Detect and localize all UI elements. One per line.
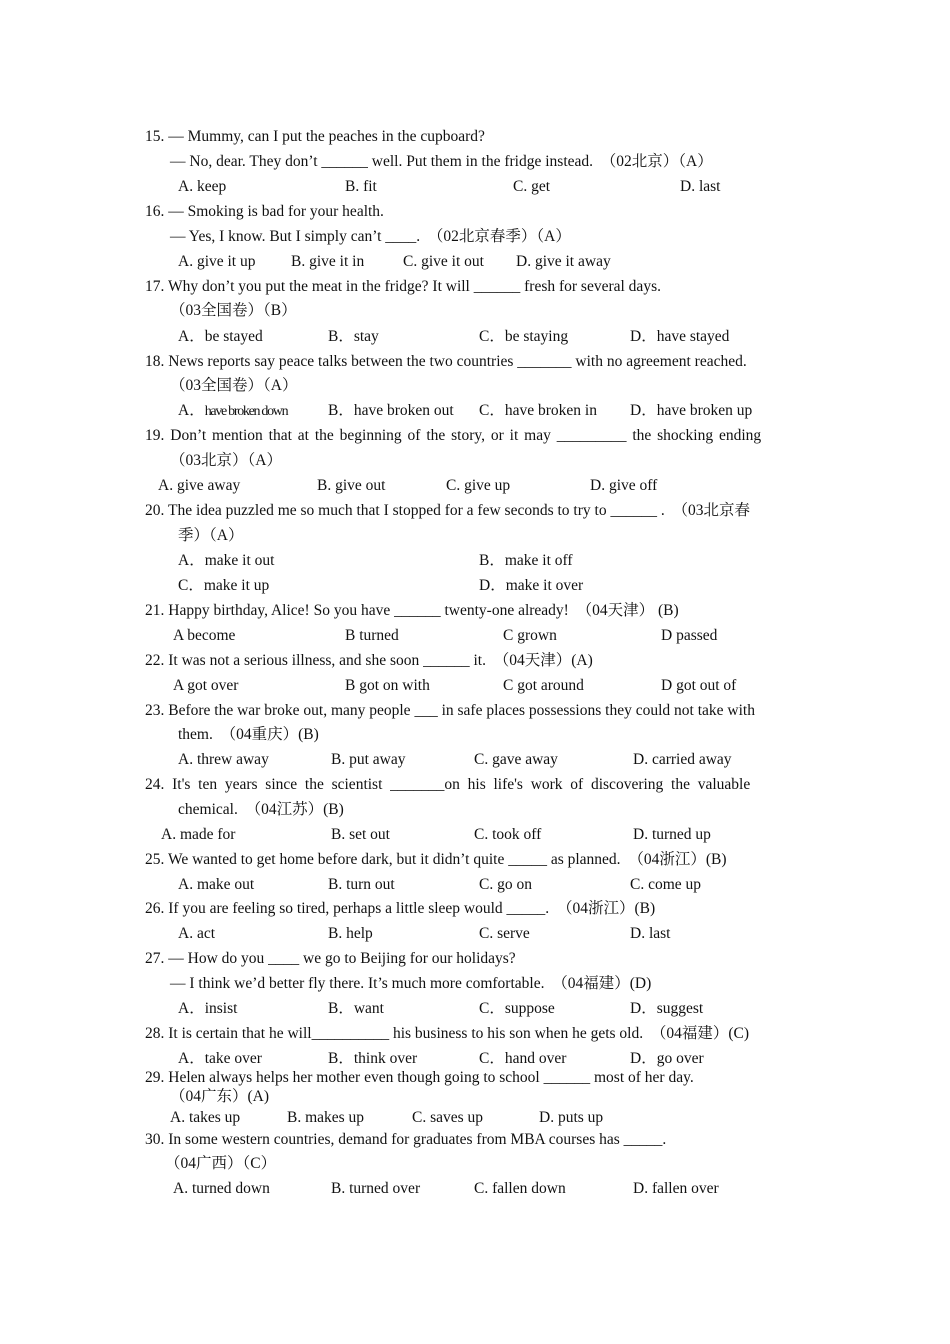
question-20-source-a: （03北京春 [672,502,750,519]
question-27-option-d: D．suggest [630,1000,704,1017]
question-30-stem: 30. In some western countries, demand for graduates from MBA courses has _____. [145,1131,667,1148]
question-28-stem-line [145,1021,749,1046]
question-20-stem: 20. The idea puzzled me so much that I stopped for a few seconds to try to ______ . [145,502,665,519]
question-18-option-a-letter: A． [178,402,205,419]
question-27-option-c: C．suppose [479,1000,555,1017]
question-24-option-d: D. turned up [633,826,711,843]
question-21-option-c: C grown [503,627,557,644]
question-18-option-c: C．have broken in [479,402,597,419]
question-20-option-c: C．make it up [178,577,270,594]
question-29-stem: 29. Helen always helps her mother even though going to school ______ most of her day. [145,1069,694,1086]
question-17-option-a: A．be stayed [178,328,263,345]
question-20-option-d: D．make it over [479,577,584,594]
question-18-source: （03全国卷）（A） [170,377,298,394]
question-24-option-c: C. took off [474,826,542,843]
question-18-option-a-text: have broken down [204,404,288,419]
question-22-source: （04天津）(A) [493,652,593,669]
question-22-stem-line [145,648,593,673]
question-16-option-c: C. give it out [403,253,484,270]
question-24-stem2: chemical. [178,801,238,818]
question-28-option-b: B．think over [328,1050,418,1067]
question-22-option-c: C got around [503,677,584,694]
question-30-option-a: A. turned down [173,1180,270,1197]
question-27-stem2: — I think we’d better fly there. It’s much more comfortable. [170,975,545,992]
question-18-option-d: D．have broken up [630,402,753,419]
question-18-stem-line [145,349,806,374]
question-20-source-b: 季）（A） [178,527,244,544]
question-28-option-a: A．take over [178,1050,262,1067]
question-19-option-c: C. give up [446,477,511,494]
question-26-option-c: C. serve [479,925,530,942]
question-22-option-d: D got out of [661,677,737,694]
question-15-option-c: C. get [513,178,551,195]
question-20-option-a: A．make it out [178,552,275,569]
question-24-stem: 24. It's ten years since the scientist _______on his life's work of discovering the valuable [145,776,751,793]
question-23-source: （04重庆）(B) [220,726,319,743]
question-15-option-d: D. last [680,178,721,195]
question-15-source: （02北京）（A） [600,153,713,170]
question-26-option-b: B. help [328,925,373,942]
question-16-option-d: D. give it away [516,253,611,270]
question-16-reply [170,224,571,249]
question-29-option-d: D. puts up [539,1109,604,1126]
question-18-option-b: B．have broken out [328,402,454,419]
question-27-option-b: B．want [328,1000,384,1017]
question-19-option-b: B. give out [317,477,386,494]
question-23-option-c: C. gave away [474,751,558,768]
question-23-option-b: B. put away [331,751,406,768]
question-16-source: （02北京春季）（A） [427,228,571,245]
question-25-option-c: C. go on [479,876,532,893]
question-25-source: （04浙江）(B) [628,851,727,868]
question-20-stem-line [145,498,750,523]
question-28-stem: 28. It is certain that he will__________ his business to his son when he gets old. [145,1025,644,1042]
question-23-option-a: A. threw away [178,751,269,768]
question-28-option-d: D．go over [630,1050,704,1067]
question-17-stem: 17. Why don’t you put the meat in the fridge? It will ______ fresh for several days. [145,278,661,295]
question-26-stem: 26. If you are feeling so tired, perhaps a little sleep would _____. [145,900,550,917]
question-21-stem-line [145,598,679,623]
question-27-reply [170,971,651,996]
question-26-option-d: D. last [630,925,671,942]
question-15-reply [170,149,713,174]
question-29-option-b: B. makes up [287,1109,365,1126]
question-24-source: （04江苏）(B) [245,801,344,818]
question-27-source: （04福建）(D) [552,975,652,992]
question-25-option-d: C. come up [630,876,702,893]
question-22-option-a: A got over [173,677,239,694]
question-26-stem-line [145,896,655,921]
question-29-option-a: A. takes up [170,1109,241,1126]
question-26-option-a: A. act [178,925,216,942]
question-16-stem: 16. — Smoking is bad for your health. [145,203,384,220]
question-25-option-a: A. make out [178,876,255,893]
question-24-option-a: A. made for [161,826,236,843]
question-23-cont [178,722,319,747]
question-24-cont [178,797,344,822]
question-27-option-a: A．insist [178,1000,238,1017]
question-24-option-b: B. set out [331,826,390,843]
question-19-option-d: D. give off [590,477,658,494]
question-16-option-b: B. give it in [291,253,365,270]
question-18-stem: 18. News reports say peace talks between the two countries _______ with no agreement reached. [145,353,747,370]
question-25-stem-line [145,847,726,872]
question-29-option-c: C. saves up [412,1109,484,1126]
question-27-stem: 27. — How do you ____ we go to Beijing for our holidays? [145,950,516,967]
question-30-option-d: D. fallen over [633,1180,719,1197]
question-30-source: （04广西）（C） [165,1155,277,1172]
question-17-option-c: C．be staying [479,328,569,345]
question-25-option-b: B. turn out [328,876,395,893]
question-21-source: （04天津） (B) [576,602,679,619]
question-30-option-b: B. turned over [331,1180,421,1197]
question-29-source: （04广东）(A) [170,1088,270,1105]
question-21-option-a: A become [173,627,236,644]
question-28-option-c: C．hand over [479,1050,567,1067]
question-20-option-b: B．make it off [479,552,573,569]
question-25-stem: 25. We wanted to get home before dark, but it didn’t quite _____ as planned. [145,851,621,868]
question-21-stem: 21. Happy birthday, Alice! So you have ______ twenty-one already! [145,602,569,619]
question-16-option-a: A. give it up [178,253,256,270]
question-17-option-d: D．have stayed [630,328,730,345]
question-23-stem2: them. [178,726,213,743]
question-22-stem: 22. It was not a serious illness, and she soon ______ it. [145,652,486,669]
question-26-source: （04浙江）(B) [556,900,656,917]
question-15-stem2: — No, dear. They don’t ______ well. Put them in the fridge instead. [170,153,594,170]
question-23-stem: 23. Before the war broke out, many people ___ in safe places possessions they could not take with [145,702,755,719]
question-15-stem: 15. — Mummy, can I put the peaches in the cupboard? [145,128,485,145]
question-30-option-c: C. fallen down [474,1180,566,1197]
question-21-option-d: D passed [661,627,718,644]
question-19-source: （03北京）（A） [170,452,282,469]
question-19-option-a: A. give away [158,477,241,494]
question-19-stem: 19. Don’t mention that at the beginning of the story, or it may _________ the shocking ending [145,427,762,444]
question-18-option-a [178,398,287,424]
question-17-option-b: B．stay [328,328,379,345]
question-21-option-b: B turned [345,627,399,644]
question-23-option-d: D. carried away [633,751,732,768]
question-17-source: （03全国卷）（B） [170,302,297,319]
question-15-option-a: A. keep [178,178,227,195]
question-28-source: （04福建）(C) [650,1025,750,1042]
question-16-stem2: — Yes, I know. But I simply can’t ____. [170,228,421,245]
question-22-option-b: B got on with [345,677,430,694]
question-15-option-b: B. fit [345,178,377,195]
